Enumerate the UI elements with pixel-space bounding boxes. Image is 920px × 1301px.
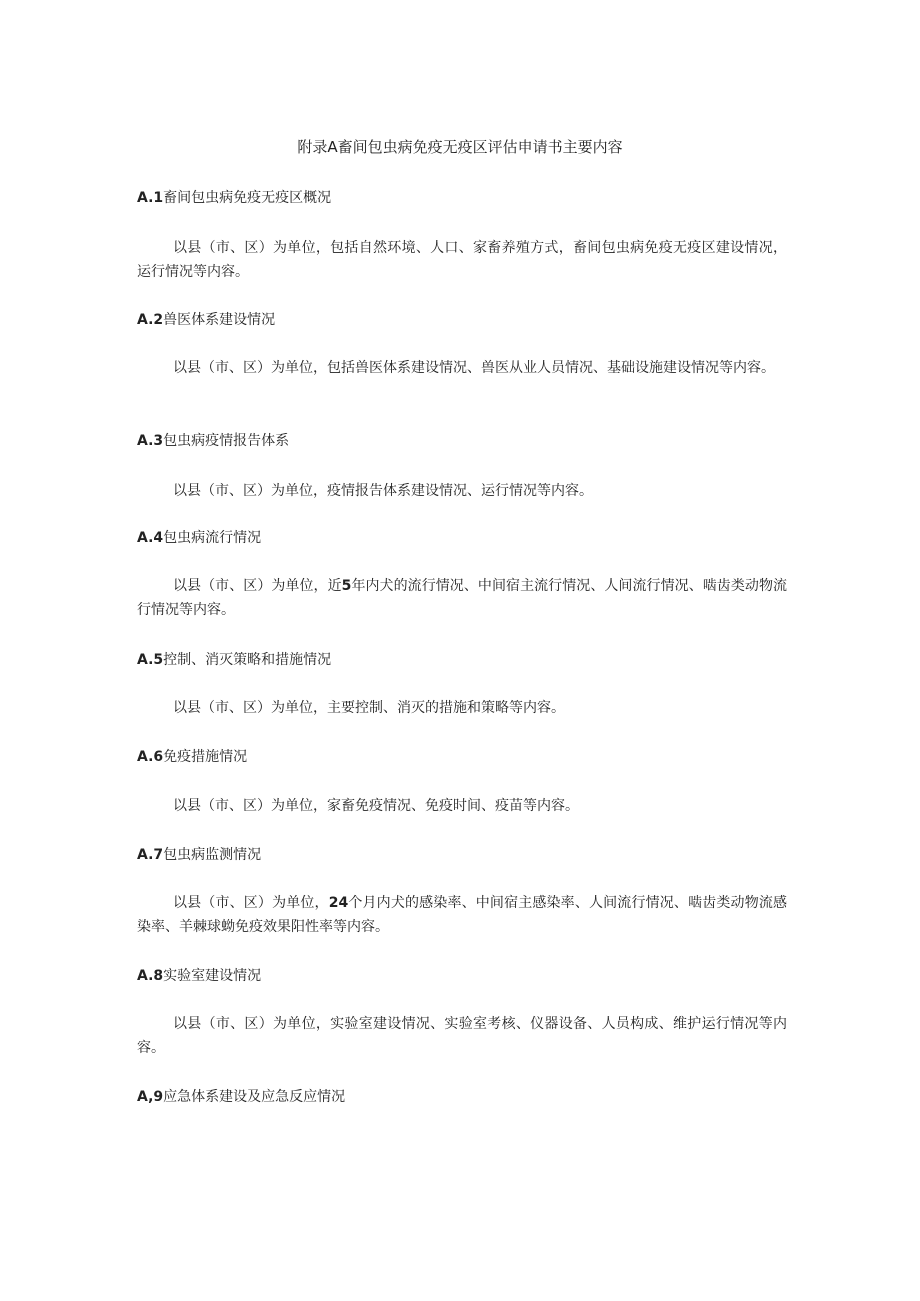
section-title: 包虫病监测情况: [163, 847, 262, 863]
section-number: A.8: [137, 968, 164, 984]
section-heading-a6: [137, 747, 247, 767]
document-title: 附录A畜间包虫病免疫无疫区评估申请书主要内容: [297, 138, 623, 156]
section-title: 畜间包虫病免疫无疫区概况: [163, 190, 332, 206]
section-title: 控制、消灭策略和措施情况: [163, 652, 332, 668]
section-heading-a2: [137, 310, 275, 330]
section-title: 应急体系建设及应急反应情况: [163, 1089, 346, 1105]
section-body-a1: 以县（市、区）为单位，包括自然环境、人口、家畜养殖方式，畜间包虫病免疫无疫区建设情况，运行情况等内容。: [137, 240, 787, 280]
section-body-a4: [137, 574, 787, 622]
section-heading-a5: [137, 650, 331, 670]
section-title: 免疫措施情况: [163, 749, 248, 765]
section-heading-a1: [137, 188, 331, 208]
section-number: A.5: [137, 652, 164, 668]
section-title: 包虫病疫情报告体系: [163, 433, 290, 449]
section-number: A.3: [137, 433, 164, 449]
body-text: 以县（市、区）为单位，: [173, 895, 329, 911]
section-heading-a9: [137, 1087, 345, 1107]
body-number: 24: [328, 895, 349, 911]
section-body-a2: 以县（市、区）为单位，包括兽医体系建设情况、兽医从业人员情况、基础设施建设情况等内容。: [173, 360, 775, 376]
section-body-a6: 以县（市、区）为单位，家畜免疫情况、免疫时间、疫苗等内容。: [173, 798, 579, 814]
section-title: 实验室建设情况: [163, 968, 262, 984]
section-number: A.2: [137, 312, 164, 328]
section-heading-a4: [137, 528, 261, 548]
section-number: A.1: [137, 190, 164, 206]
section-body-a3: 以县（市、区）为单位，疫情报告体系建设情况、运行情况等内容。: [173, 483, 593, 499]
section-body-a5: 以县（市、区）为单位，主要控制、消灭的措施和策略等内容。: [173, 700, 565, 716]
section-title: 兽医体系建设情况: [163, 312, 276, 328]
section-body-a8: 以县（市、区）为单位，实验室建设情况、实验室考核、仪器设备、人员构成、维护运行情况等内容。: [137, 1016, 787, 1056]
section-number: A.4: [137, 530, 164, 546]
section-body-a7: [137, 891, 787, 939]
body-text: 年内犬的流行情况、中间宿主流行情况、人间流行情况、啮齿类动物流行情况等内容。: [137, 578, 788, 618]
body-text: 个月内犬的感染率、中间宿主感染率、人间流行情况、啮齿类动物流感染率、羊棘球蚴免疫效果阳性率等内容。: [137, 895, 788, 935]
body-number: 5: [341, 578, 352, 594]
section-number: A.7: [137, 847, 164, 863]
section-number: A.6: [137, 749, 164, 765]
section-heading-a3: [137, 431, 289, 451]
body-text: 以县（市、区）为单位，近: [173, 578, 342, 594]
section-heading-a8: [137, 966, 261, 986]
section-number: A,9: [137, 1089, 164, 1105]
section-heading-a7: [137, 845, 261, 865]
section-title: 包虫病流行情况: [163, 530, 262, 546]
